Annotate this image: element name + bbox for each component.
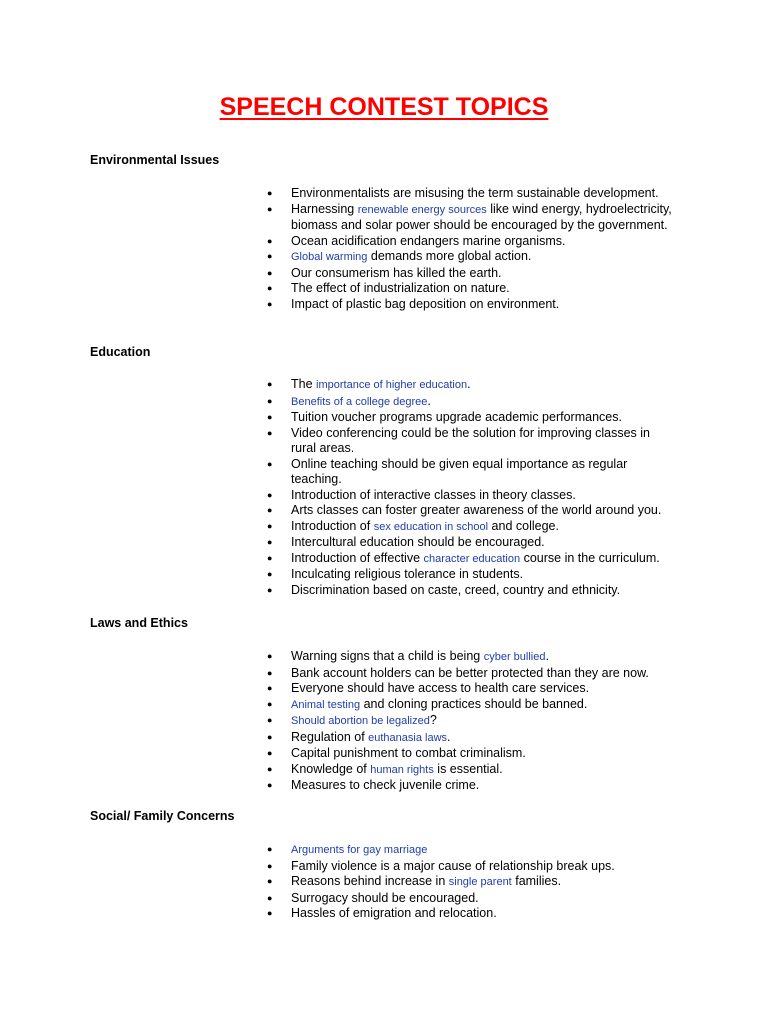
topic-text: Capital punishment to combat criminalism.: [291, 746, 526, 760]
list-item: [266, 394, 676, 411]
topic-text: like wind energy, hydroelectricity, biomass and solar power should be encouraged by the government.: [291, 201, 672, 232]
list-item: [266, 488, 676, 504]
bullet-icon: ●: [267, 235, 273, 246]
topic-link[interactable]: cyber bullied: [483, 651, 546, 663]
list-item: [266, 281, 676, 297]
topic-text: Inculcating religious tolerance in students.: [291, 567, 524, 581]
list-item: [266, 778, 676, 794]
list-item: [266, 249, 676, 266]
bullet-icon: ●: [267, 298, 273, 309]
topic-link[interactable]: Global warming: [291, 251, 368, 263]
list-item: [266, 666, 676, 682]
list-item: [266, 842, 676, 859]
list-item: [266, 746, 676, 762]
topic-text: Measures to check juvenile crime.: [291, 778, 480, 792]
section-heading: Environmental Issues: [90, 153, 220, 167]
bullet-icon: ●: [267, 379, 273, 389]
bullet-icon: ●: [267, 520, 273, 531]
topic-text: course in the curriculum.: [520, 550, 660, 565]
topic-link[interactable]: single parent: [448, 876, 512, 888]
list-item: [266, 202, 676, 234]
bullet-icon: ●: [267, 683, 273, 693]
bullet-icon: ●: [267, 908, 273, 918]
bullet-icon: ●: [267, 283, 273, 293]
list-item: [266, 266, 676, 282]
bullet-icon: ●: [267, 458, 273, 469]
topic-link[interactable]: sex education in school: [373, 520, 489, 533]
list-item: [266, 426, 676, 457]
topic-list: [266, 842, 676, 922]
bullet-icon: ●: [267, 412, 273, 422]
topic-text: demands more global action.: [367, 249, 532, 263]
topic-text: The effect of industrialization on nature.: [291, 281, 510, 295]
list-item: [266, 535, 676, 551]
topic-text: Online teaching should be given equal importance as regular teaching.: [291, 456, 628, 486]
topic-list: [266, 649, 676, 794]
topic-link[interactable]: character education: [423, 552, 521, 565]
bullet-icon: ●: [267, 427, 273, 438]
bullet-icon: ●: [267, 844, 273, 854]
bullet-icon: ●: [267, 505, 273, 515]
topic-list: [266, 186, 676, 312]
topic-text: and cloning practices should be banned.: [360, 696, 588, 711]
topic-text: .: [447, 729, 451, 744]
list-item: [266, 186, 676, 202]
section-heading: Education: [90, 345, 151, 359]
topic-text: Regulation of: [291, 729, 369, 744]
topic-text: Discrimination based on caste, creed, country and ethnicity.: [291, 582, 621, 597]
topic-text: families.: [511, 874, 562, 888]
bullet-icon: ●: [267, 584, 273, 595]
topic-link[interactable]: Arguments for gay marriage: [291, 844, 428, 856]
bullet-icon: ●: [267, 537, 273, 547]
bullet-icon: ●: [267, 715, 273, 725]
topic-text: Harnessing: [291, 201, 358, 216]
topic-link[interactable]: euthanasia laws: [368, 731, 448, 744]
list-item: [266, 713, 676, 730]
topic-text: Ocean acidification endangers marine organisms.: [291, 233, 566, 248]
bullet-icon: ●: [267, 698, 273, 709]
bullet-icon: ●: [267, 395, 273, 406]
bullet-icon: ●: [267, 651, 273, 661]
topic-text: Knowledge of: [291, 761, 371, 776]
list-item: [266, 649, 676, 666]
topic-text: Arts classes can foster greater awareness of the world around you.: [291, 503, 662, 517]
topic-text: ?: [429, 713, 437, 727]
bullet-icon: ●: [267, 489, 273, 500]
topic-text: Our consumerism has killed the earth.: [291, 265, 502, 280]
topic-text: Hassles of emigration and relocation.: [291, 906, 497, 920]
bullet-icon: ●: [267, 860, 273, 871]
topic-text: The: [291, 377, 317, 391]
list-item: [266, 906, 676, 922]
topic-text: Impact of plastic bag deposition on environment.: [291, 296, 560, 311]
topic-text: .: [545, 649, 549, 663]
bullet-icon: ●: [267, 748, 273, 758]
topic-list: [266, 377, 676, 598]
topic-link[interactable]: importance of higher education: [316, 379, 468, 391]
page-title: SPEECH CONTEST TOPICS: [219, 93, 549, 121]
list-item: [266, 457, 676, 488]
list-item: [266, 234, 676, 250]
topic-link[interactable]: renewable energy sources: [357, 203, 487, 216]
list-item: [266, 762, 676, 779]
topic-text: Intercultural education should be encouraged.: [291, 535, 545, 549]
bullet-icon: ●: [267, 876, 273, 886]
list-item: [266, 377, 676, 394]
topic-text: Environmentalists are misusing the term sustainable development.: [291, 186, 659, 200]
bullet-icon: ●: [267, 267, 273, 278]
topic-text: Bank account holders can be better protected than they are now.: [291, 665, 649, 680]
topic-link[interactable]: Benefits of a college degree: [291, 395, 428, 408]
topic-text: Introduction of interactive classes in theory classes.: [291, 487, 576, 502]
section-heading: Laws and Ethics: [90, 616, 188, 630]
topic-text: Reasons behind increase in: [291, 874, 449, 888]
topic-text: Tuition voucher programs upgrade academic performances.: [291, 410, 622, 424]
list-item: [266, 859, 676, 875]
bullet-icon: ●: [267, 780, 273, 790]
list-item: [266, 874, 676, 891]
list-item: [266, 297, 676, 313]
bullet-icon: ●: [267, 188, 273, 198]
bullet-icon: ●: [267, 251, 273, 261]
topic-link[interactable]: Animal testing: [291, 698, 361, 711]
list-item: [266, 551, 676, 568]
list-item: [266, 730, 676, 747]
topic-text: .: [427, 393, 431, 408]
topic-text: is essential.: [433, 761, 503, 776]
topic-text: and college.: [488, 518, 559, 533]
topic-link[interactable]: human rights: [370, 763, 434, 776]
bullet-icon: ●: [267, 731, 273, 742]
bullet-icon: ●: [267, 892, 273, 903]
list-item: [266, 681, 676, 697]
list-item: [266, 583, 676, 599]
topic-text: Surrogacy should be encouraged.: [291, 890, 479, 905]
topic-link[interactable]: Should abortion be legalized: [291, 715, 430, 727]
topic-text: .: [467, 377, 471, 391]
list-item: [266, 519, 676, 536]
topic-text: Everyone should have access to health care services.: [291, 681, 590, 695]
list-item: [266, 697, 676, 714]
list-item: [266, 503, 676, 519]
list-item: [266, 891, 676, 907]
list-item: [266, 567, 676, 583]
list-item: [266, 410, 676, 426]
bullet-icon: ●: [267, 203, 273, 214]
bullet-icon: ●: [267, 552, 273, 563]
topic-text: Video conferencing could be the solution for improving classes in rural areas.: [291, 425, 651, 455]
section-heading: Social/ Family Concerns: [90, 809, 235, 823]
topic-text: Introduction of: [291, 518, 374, 533]
topic-text: Introduction of effective: [291, 550, 424, 565]
topic-text: Warning signs that a child is being: [291, 649, 484, 663]
bullet-icon: ●: [267, 667, 273, 678]
topic-text: Family violence is a major cause of relationship break ups.: [291, 858, 615, 873]
bullet-icon: ●: [267, 763, 273, 774]
bullet-icon: ●: [267, 569, 273, 579]
